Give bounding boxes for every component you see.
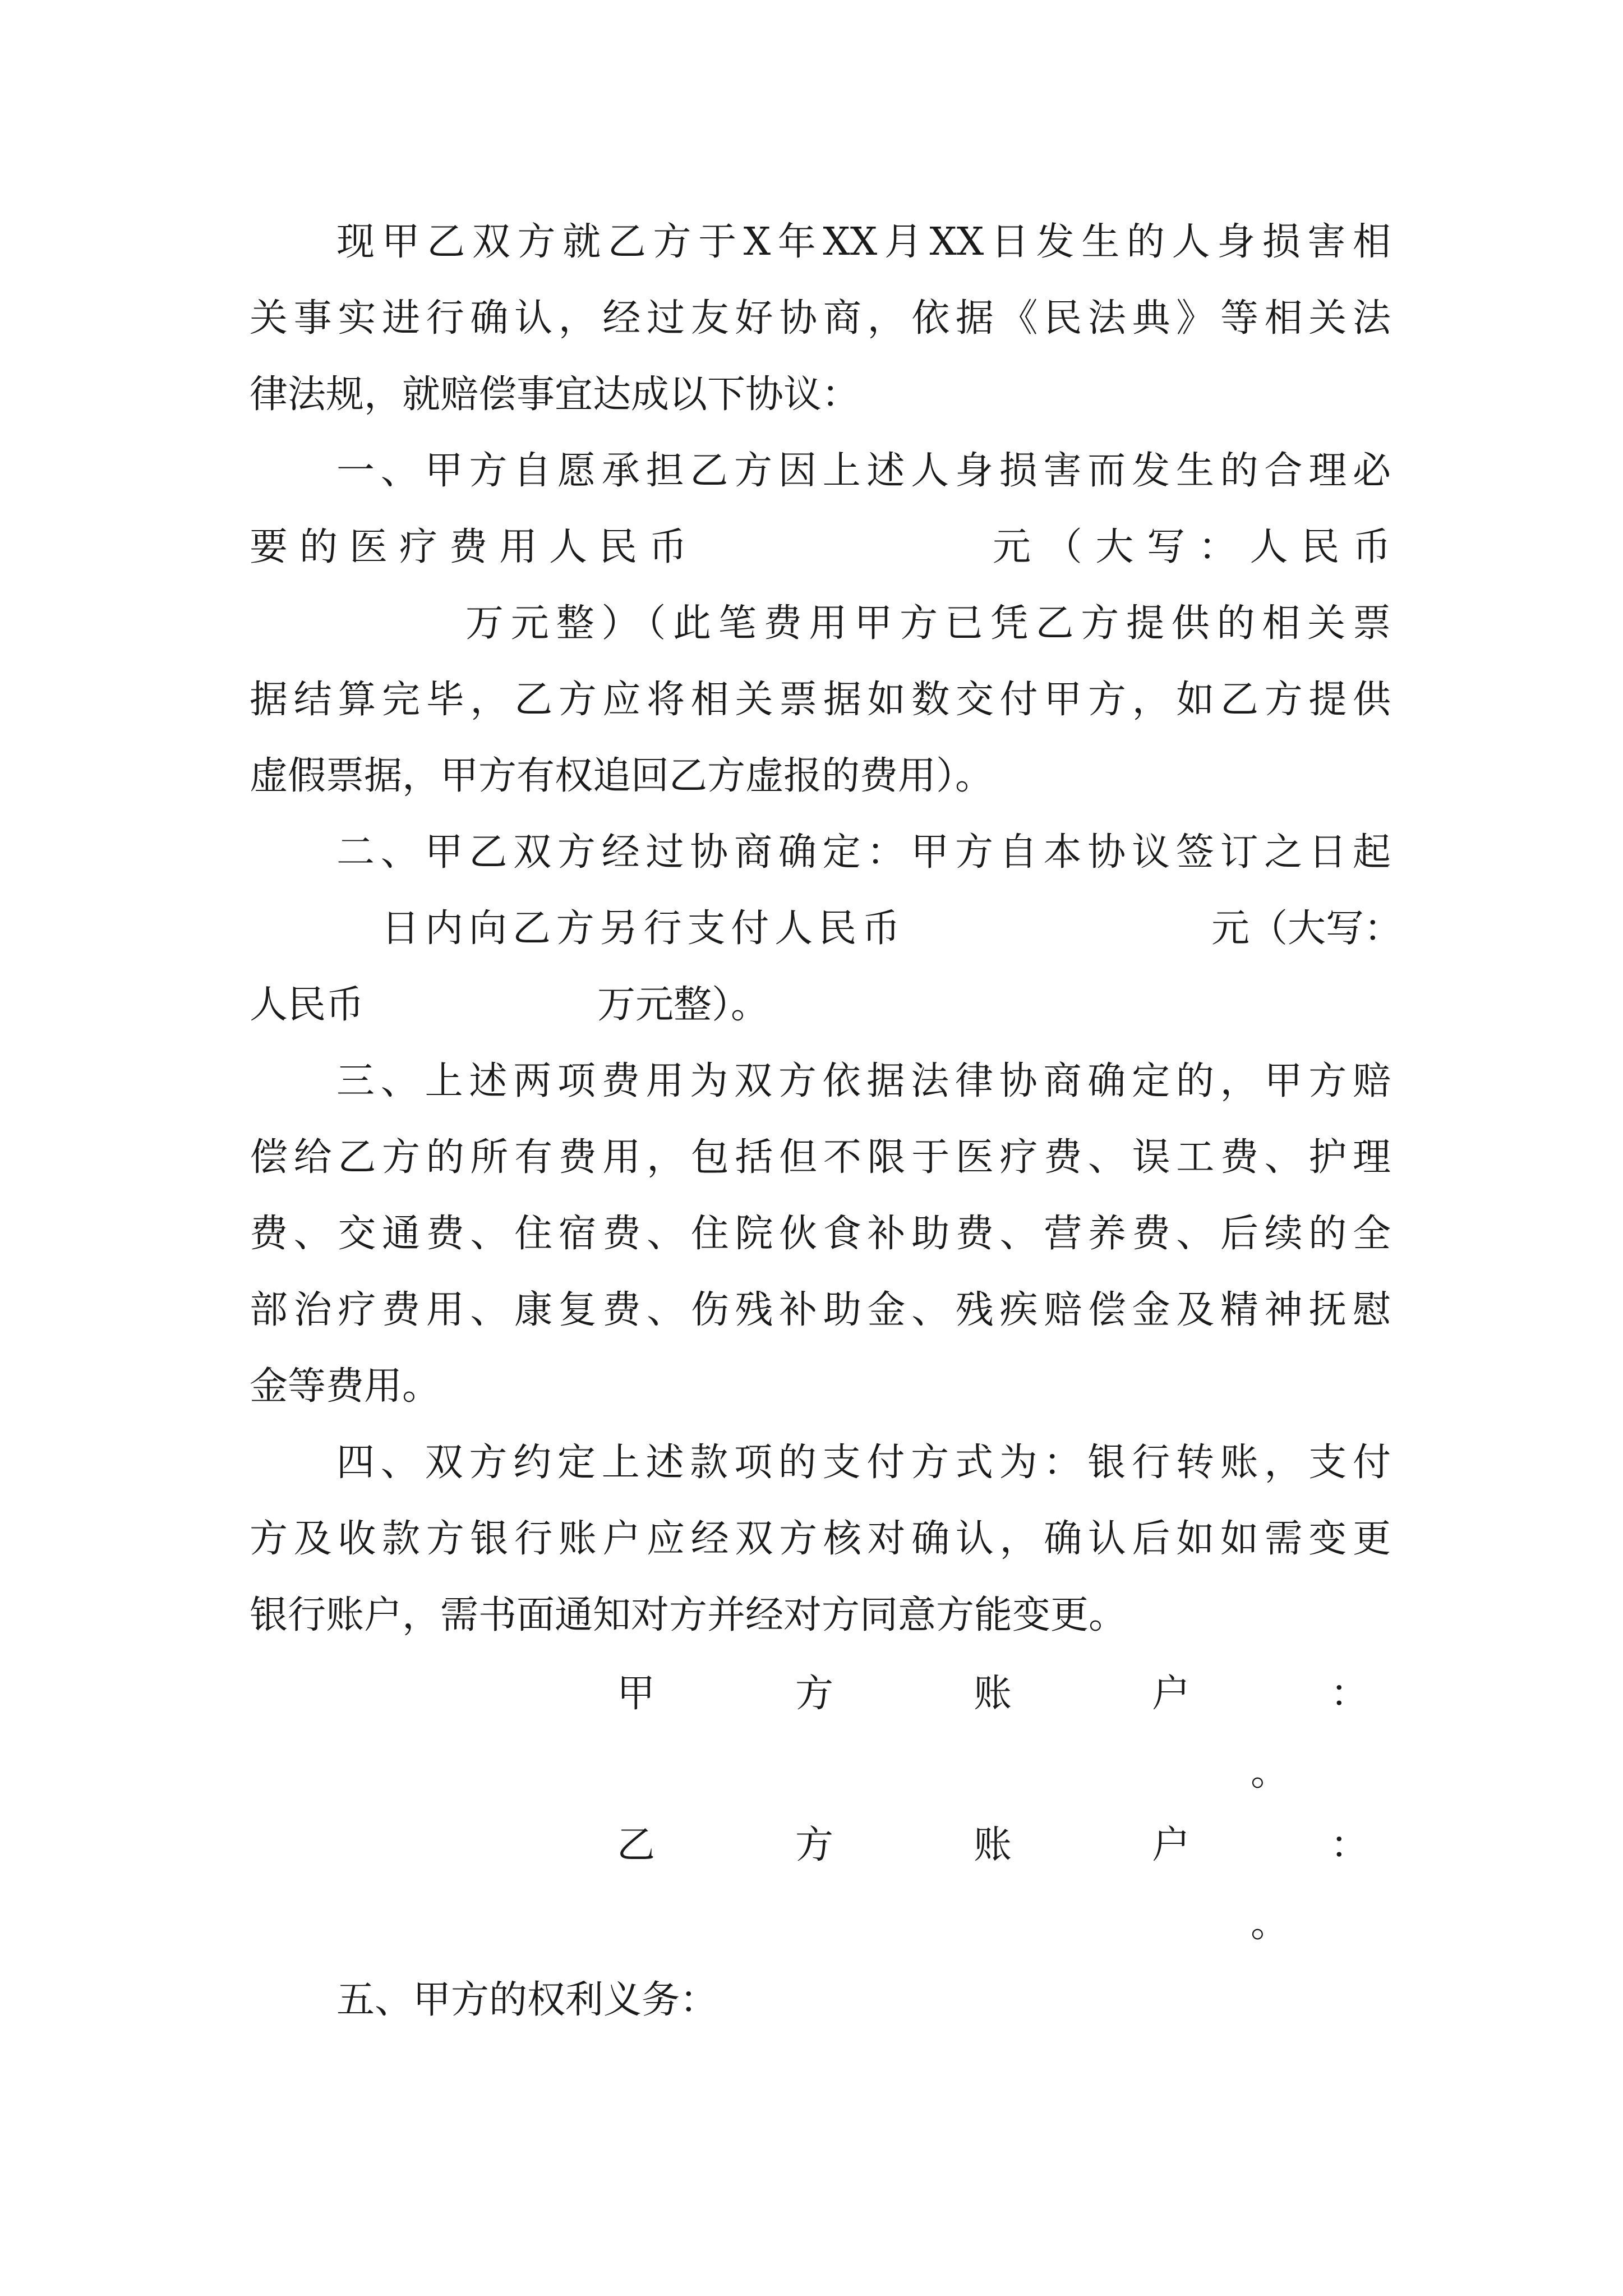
paragraph-line: 四、双方约定上述款项的支付方式为：银行转账，支付 [336,1441,1391,1485]
paragraph-line: 方及收款方银行账户应经双方核对确认，确认后如如需变更 [250,1517,1391,1561]
line-segment: 元（大写：人民币 [993,525,1391,569]
party-b-account-label: 乙方账户： [617,1823,1368,1867]
party-a-account-label: 甲方账户： [617,1672,1368,1716]
paragraph-line: 现甲乙双方就乙方于X年XX月XX日发生的人身损害相 [336,220,1391,264]
paragraph-line: 部治疗费用、康复费、伤残补助金、残疾赔偿金及精神抚慰 [250,1288,1391,1332]
paragraph-line: 关事实进行确认，经过友好协商，依据《民法典》等相关法 [250,296,1391,341]
paragraph-line: 万元整）（此笔费用甲方已凭乙方提供的相关票 [465,601,1391,646]
party-a-account-end: 。 [1251,1750,1289,1795]
paragraph-line: 银行账户，需书面通知对方并经对方同意方能变更。 [250,1593,1127,1637]
paragraph-line [250,901,1403,957]
party-b-account-end: 。 [1251,1902,1289,1946]
paragraph-line: 金等费用。 [250,1364,441,1409]
paragraph-line: 偿给乙方的所有费用，包括但不限于医疗费、误工费、护理 [250,1135,1391,1180]
line-segment: 万元整）。 [597,983,769,1027]
line-segment: 日内向乙方另行支付人民币 [381,907,900,951]
paragraph-line: 据结算完毕，乙方应将相关票据如数交付甲方，如乙方提供 [250,678,1391,722]
line-segment: 人民币 [250,983,365,1027]
line-segment: 要的医疗费用人民币 [250,525,687,569]
section-heading: 五、甲方的权利义务： [336,1978,718,2022]
paragraph-line [250,519,1391,576]
paragraph-line: 三、上述两项费用为双方依据法律协商确定的，甲方赔 [336,1059,1391,1103]
paragraph-line: 二、甲乙双方经过协商确定：甲方自本协议签订之日起 [336,830,1391,875]
paragraph-line: 费、交通费、住宿费、住院伙食补助费、营养费、后续的全 [250,1212,1391,1256]
paragraph-line: 虚假票据，甲方有权追回乙方虚报的费用）。 [250,754,994,798]
paragraph-line: 律法规，就赔偿事宜达成以下协议： [250,372,860,417]
paragraph-line: 一、甲方自愿承担乙方因上述人身损害而发生的合理必 [336,449,1391,493]
paragraph-line [250,977,1391,1033]
line-segment: 元（大写： [1211,907,1403,951]
